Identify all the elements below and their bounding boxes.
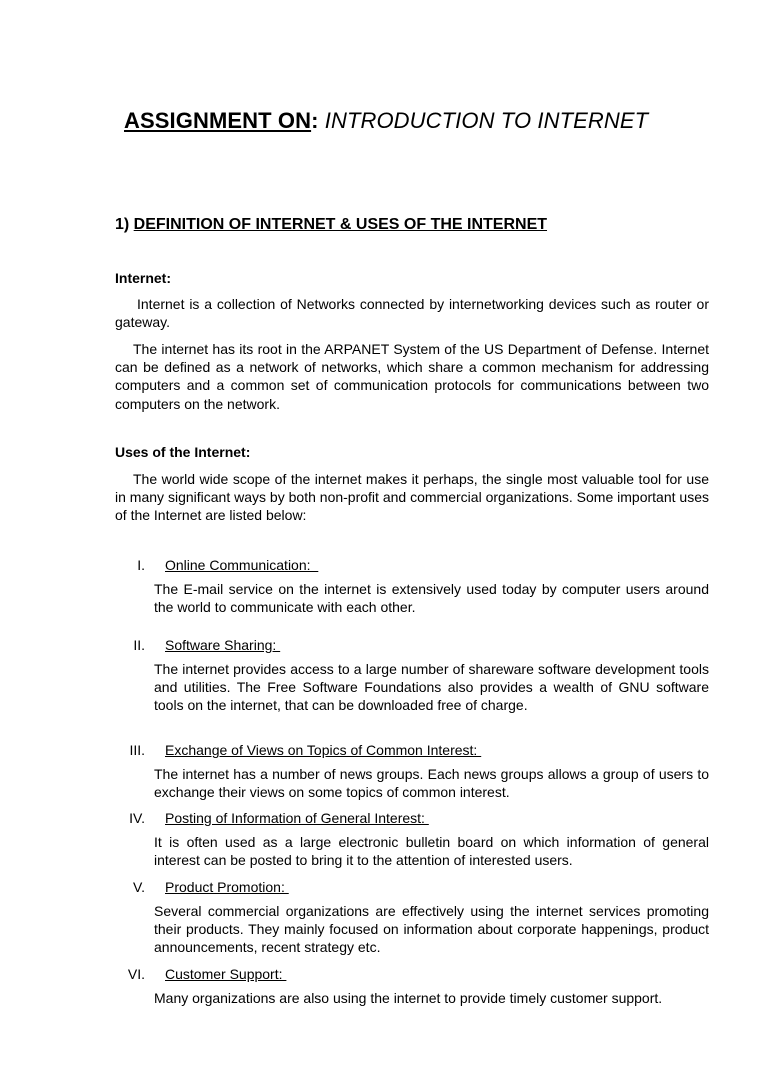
internet-paragraph-1: Internet is a collection of Networks connected by internetworking devices such as router or gateway. [115,296,709,331]
section-number: 1) [115,216,134,233]
list-item-body: Many organizations are also using the internet to provide timely customer support. [154,990,663,1006]
list-item-number: III. [129,742,145,758]
section-heading [115,216,547,234]
list-item-body: The internet has a number of news groups. Each news groups allows a group of users to exchange their views on some topics of common interest. [154,766,709,800]
list-item-body: Several commercial organizations are effectively using the internet services promoting their products. They mainly focused on information about corporate happenings, product announcements, recent strategy etc. [154,903,709,955]
list-item-label: Software Sharing: [165,637,281,653]
document-title [124,108,648,134]
list-item [115,637,709,714]
list-item-label: Online Communication: [165,557,319,573]
uses-intro: The world wide scope of the internet makes it perhaps, the single most valuable tool for use in many significant ways by both non-profit and commercial organizations. Some important uses of the Internet are listed below: [115,471,709,524]
list-item-label: Customer Support: [165,966,287,982]
uses-heading: Uses of the Internet: [115,444,251,460]
list-item-number: V. [133,879,145,895]
title-colon: : [311,108,319,133]
internet-paragraph-2: The internet has its root in the ARPANET System of the US Department of Defense. Internet can be defined as a network of networks, which share a common mechanism for addressing computers and a common set of communication protocols for communications between two computers on the network. [115,341,709,412]
list-item [115,810,709,870]
list-item-body: The internet provides access to a large number of shareware software development tools and utilities. The Free Software Foundations also provides a wealth of GNU software tools on the internet, that can be downloaded free of charge. [154,661,709,713]
list-item-number: I. [137,557,145,573]
list-item-number: IV. [129,810,145,826]
internet-heading: Internet: [115,270,171,286]
list-item-number: II. [133,637,145,653]
list-item [115,557,709,617]
list-item-body: The E-mail service on the internet is extensively used today by computer users around the world to communicate with each other. [154,581,709,615]
list-item-label: Exchange of Views on Topics of Common Interest: [165,742,482,758]
title-lead: ASSIGNMENT ON [124,108,312,133]
list-item [115,742,709,802]
list-item-body: It is often used as a large electronic bulletin board on which information of general interest can be posted to bring it to the attention of interested users. [154,834,709,868]
title-topic: INTRODUCTION TO INTERNET [318,108,649,133]
list-item [115,879,709,956]
list-item-label: Product Promotion: [165,879,289,895]
list-item-number: VI. [127,966,145,982]
list-item-label: Posting of Information of General Interest: [165,810,429,826]
section-heading-text: DEFINITION OF INTERNET & USES OF THE INTERNET [133,216,548,233]
list-item [115,966,709,1008]
